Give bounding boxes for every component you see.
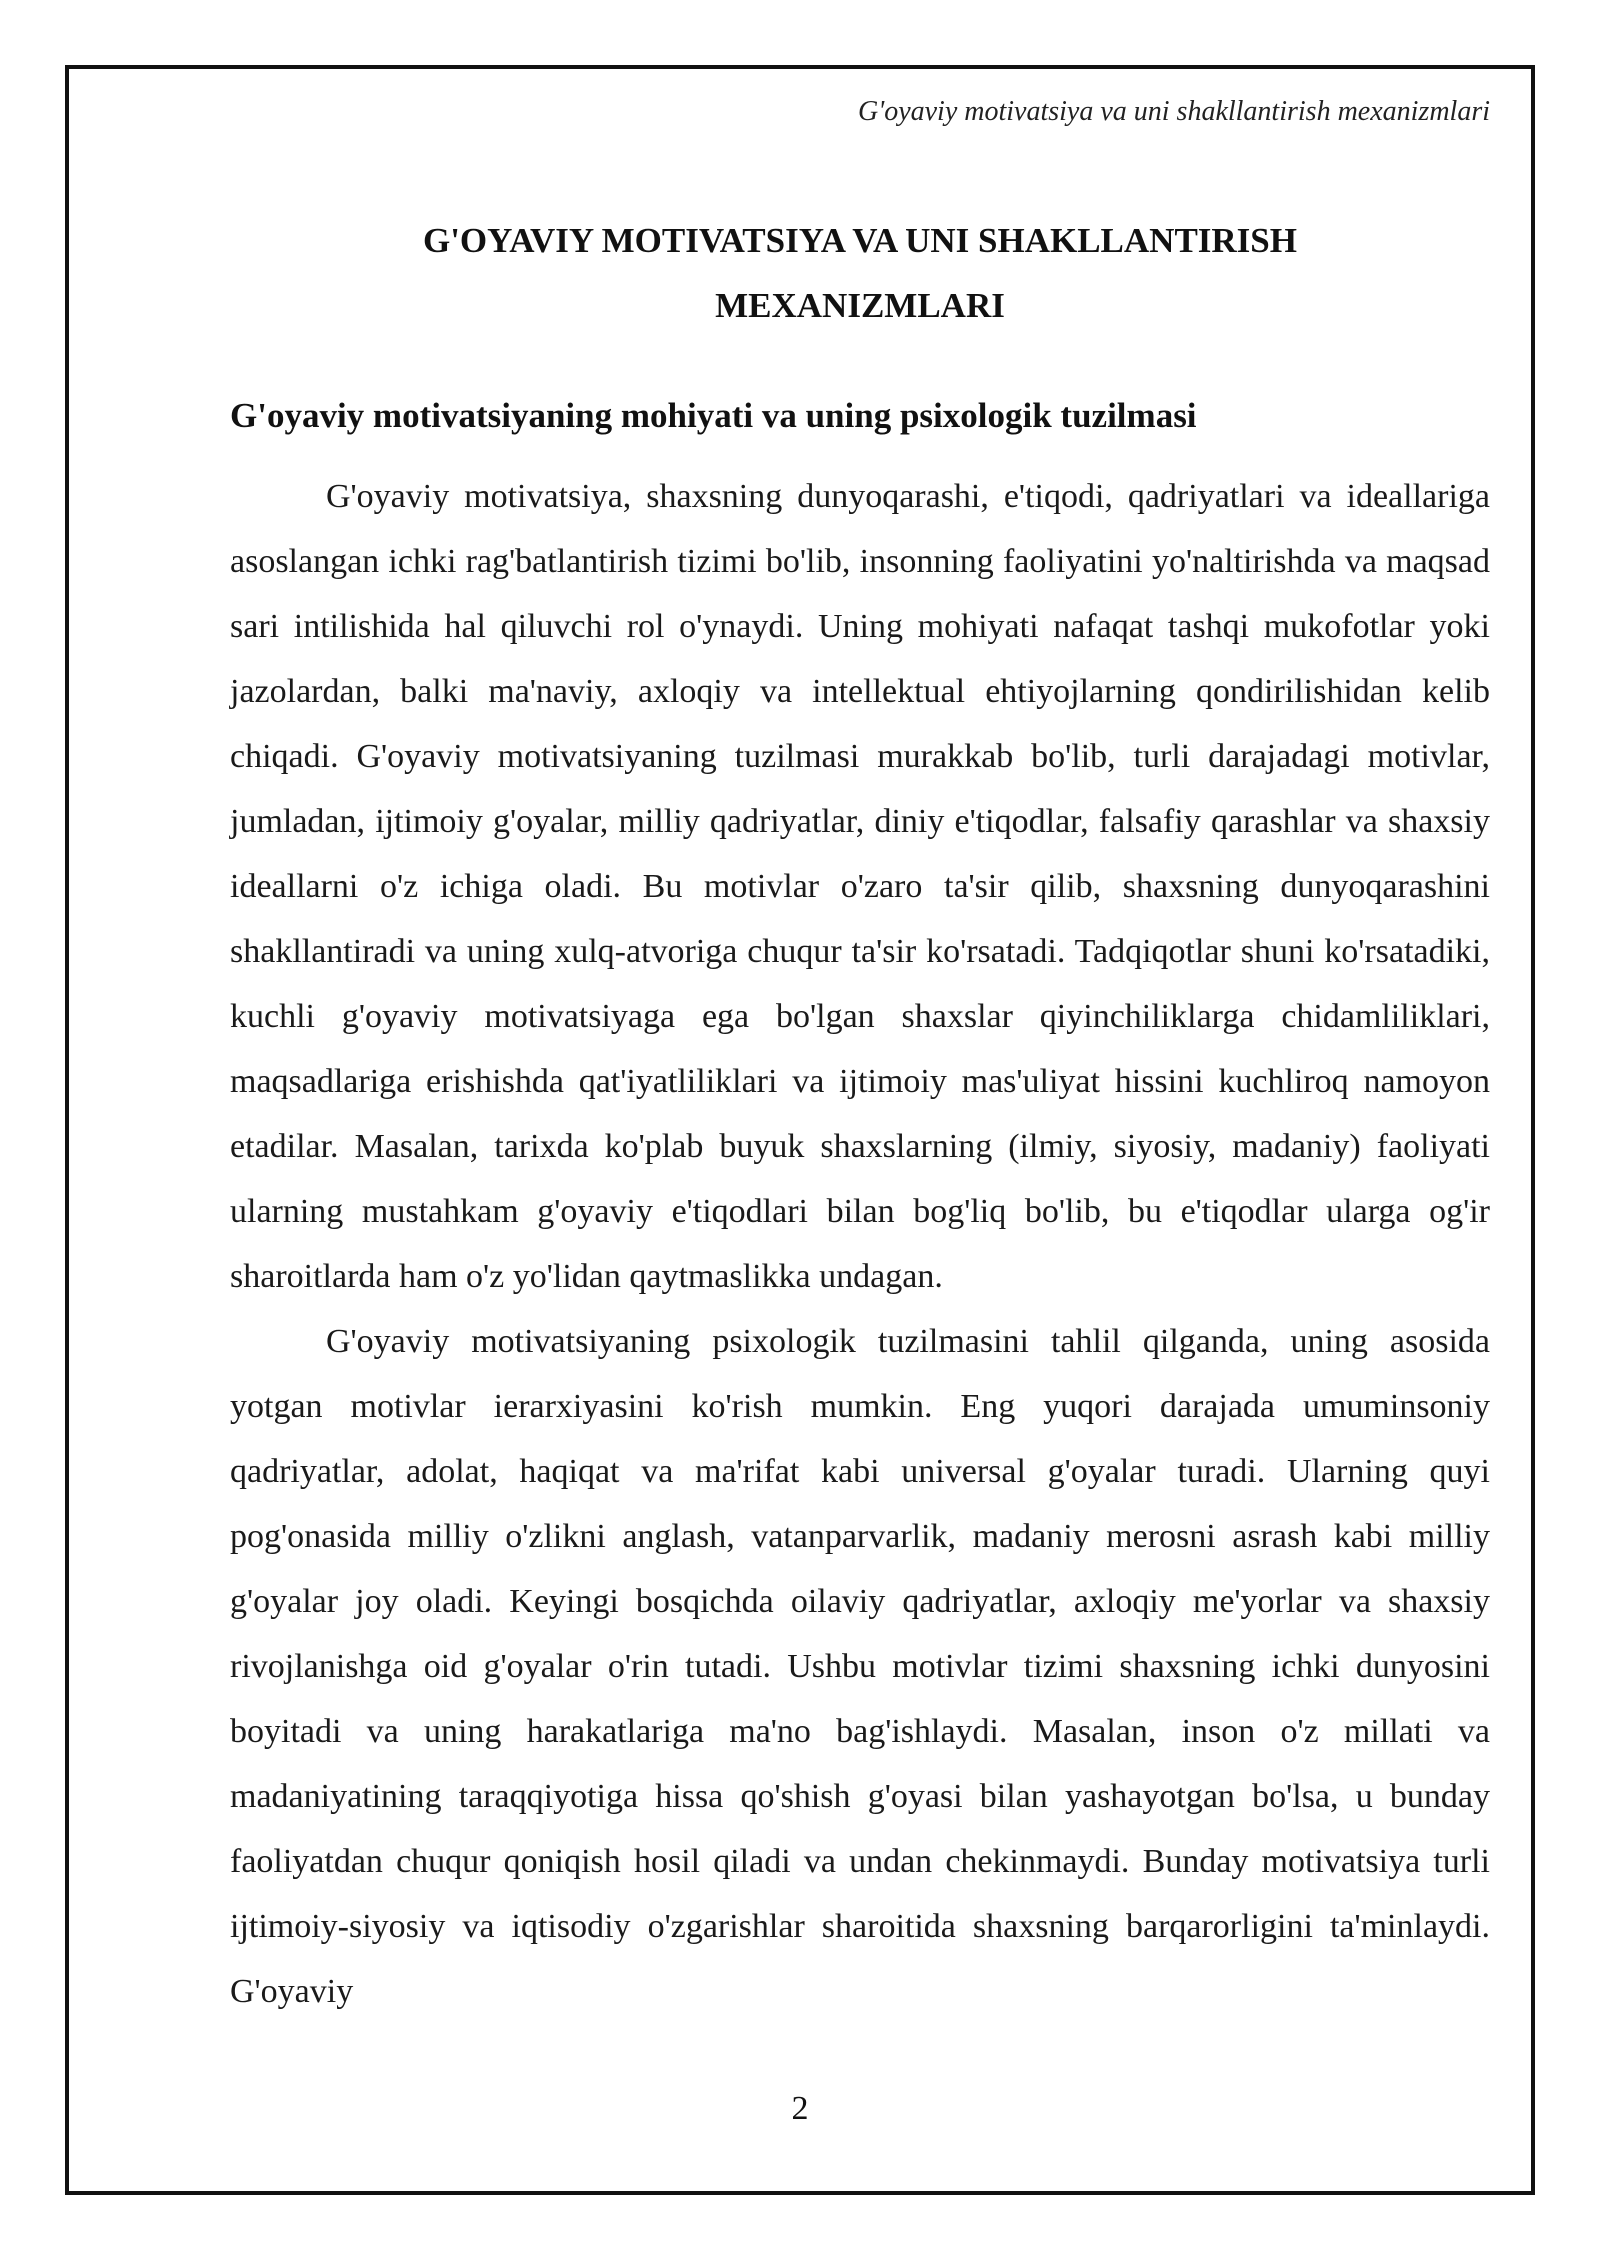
running-header: G'oyaviy motivatsiya va uni shakllantirish mexanizmlari [857,96,1490,127]
document-title [230,208,1490,338]
paragraph-1: G'oyaviy motivatsiya, shaxsning dunyoqarashi, e'tiqodi, qadriyatlari va ideallariga asoslangan ichki rag'batlantirish tizimi bo'lib, insonning faoliyatini yo'naltirishda va maqsad sari intilishida hal qiluvchi rol o'ynaydi. Uning mohiyati nafaqat tashqi mukofotlar yoki jazolardan, balki ma'naviy, axloqiy va intellektual ehtiyojlarning qondirilishidan kelib chiqadi. G'oyaviy motivatsiyaning tuzilmasi murakkab bo'lib, turli darajadagi motivlar, jumladan, ijtimoiy g'oyalar, milliy qadriyatlar, diniy e'tiqodlar, falsafiy qarashlar va shaxsiy ideallarni o'z ichiga oladi. Bu motivlar o'zaro ta'sir qilib, shaxsning dunyoqarashini shakllantiradi va uning xulq-atvoriga chuqur ta'sir ko'rsatadi. Tadqiqotlar shuni ko'rsatadiki, kuchli g'oyaviy motivatsiyaga ega bo'lgan shaxslar qiyinchiliklarga chidamliliklari, maqsadlariga erishishda qat'iyatliliklari va ijtimoiy mas'uliyat hissini kuchliroq namoyon etadilar. Masalan, tarixda ko'plab buyuk shaxslarning (ilmiy, siyosiy, madaniy) faoliyati ularning mustahkam g'oyaviy e'tiqodlari bilan bog'liq bo'lib, bu e'tiqodlar ularga og'ir sharoitlarda ham o'z yo'lidan qaytmaslikka undagan. [230,478,1490,1295]
page-number: 2 [791,2090,809,2127]
section-heading: G'oyaviy motivatsiyaning mohiyati va uning psixologik tuzilmasi [230,396,1197,435]
document-title-line-1: G'OYAVIY MOTIVATSIYA VA UNI SHAKLLANTIRISH [422,221,1297,260]
document-title-line-2: MEXANIZMLARI [715,286,1005,325]
document-body [230,208,1490,2024]
paragraph-2: G'oyaviy motivatsiyaning psixologik tuzilmasini tahlil qilganda, uning asosida yotgan motivlar ierarxiyasini ko'rish mumkin. Eng yuqori darajada umuminsoniy qadriyatlar, adolat, haqiqat va ma'rifat kabi universal g'oyalar turadi. Ularning quyi pog'onasida milliy o'zlikni anglash, vatanparvarlik, madaniy merosni asrash kabi milliy g'oyalar joy oladi. Keyingi bosqichda oilaviy qadriyatlar, axloqiy me'yorlar va shaxsiy rivojlanishga oid g'oyalar o'rin tutadi. Ushbu motivlar tizimi shaxsning ichki dunyosini boyitadi va uning harakatlariga ma'no bag'ishlaydi. Masalan, inson o'z millati va madaniyatining taraqqiyotiga hissa qo'shish g'oyasi bilan yashayotgan bo'lsa, u bunday faoliyatdan chuqur qoniqish hosil qiladi va undan chekinmaydi. Bunday motivatsiya turli ijtimoiy-siyosiy va iqtisodiy o'zgarishlar sharoitida shaxsning barqarorligini ta'minlaydi. G'oyaviy [230,1323,1490,2010]
